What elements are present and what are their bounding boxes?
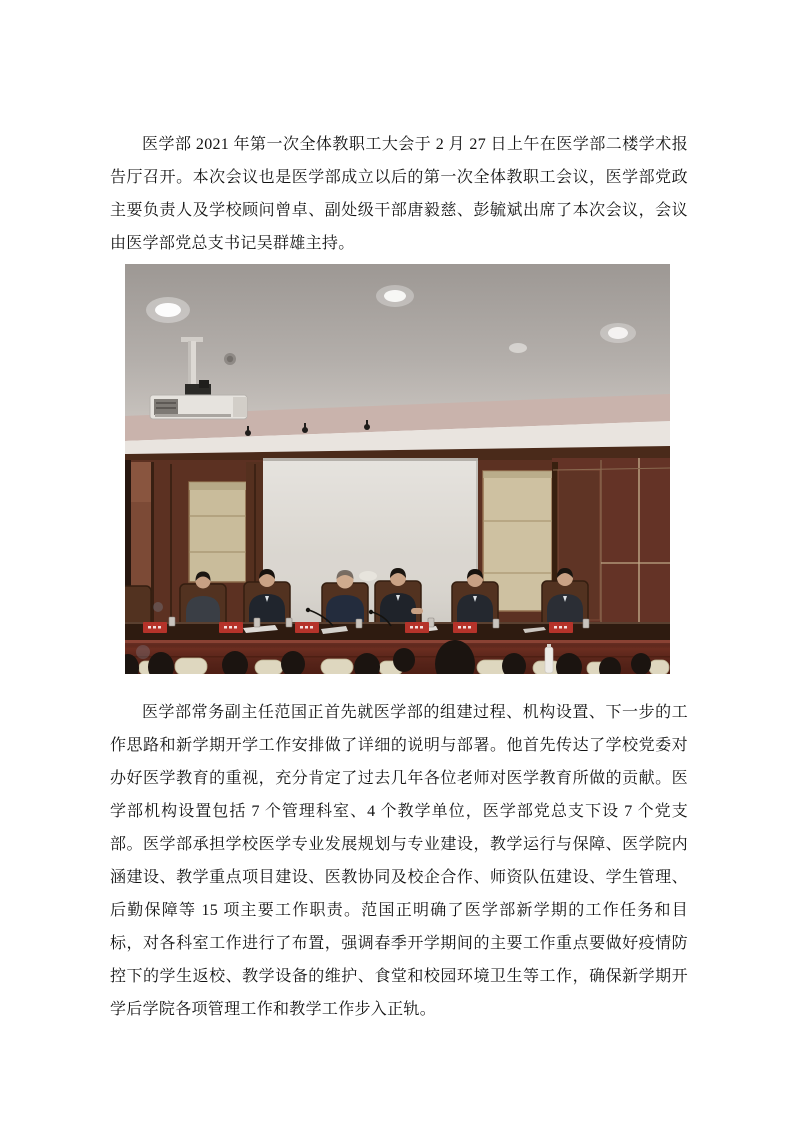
- recessed-light: [600, 323, 636, 343]
- name-card: [143, 622, 167, 633]
- name-card: [295, 622, 319, 633]
- document-content: [110, 128, 688, 1026]
- meeting-photo-canvas: [125, 264, 670, 674]
- recessed-light: [376, 285, 414, 307]
- name-card: [405, 622, 429, 633]
- meeting-photo: [125, 264, 670, 674]
- name-card: [453, 622, 477, 633]
- wall-panel-left: [189, 482, 246, 582]
- recessed-light: [146, 297, 190, 323]
- name-card: [549, 622, 573, 633]
- recessed-light: [509, 343, 527, 353]
- paragraph-body: 医学部常务副主任范国正首先就医学部的组建过程、机构设置、下一步的工作思路和新学期开学工作安排做了详细的说明与部署。他首先传达了学校党委对办好医学教育的重视，充分肯定了过去几年各位老师对医学教育所做的贡献。医学部机构设置包括 7 个管理科室、4 个教学单位，医学部党总支下设 7 个党支部。医学部承担学校医学专业发展规划与专业建设，教学运行与保障、医学院内涵建设、教学重点项目建设、医教协同及校企合作、师资队伍建设、学生管理、后勤保障等 15 项主要工作职责。范国正明确了医学部新学期的工作任务和目标，对各科室工作进行了布置，强调春季开学期间的主要工作重点要做好疫情防控下的学生返校、教学设备的维护、食堂和校园环境卫生等工作，确保新学期开学后学院各项管理工作和教学工作步入正轨。: [110, 704, 688, 1018]
- ceiling-vent: [224, 353, 236, 365]
- name-card: [219, 622, 243, 633]
- paragraph-intro: 医学部 2021 年第一次全体教职工大会于 2 月 27 日上午在医学部二楼学术报告厅召开。本次会议也是医学部成立以后的第一次全体教职工会议，医学部党政主要负责人及学校顾问曾卓、副处级干部唐毅慈、彭毓斌出席了本次会议，会议由医学部党总支书记吴群雄主持。: [110, 136, 688, 252]
- water-bottle: [545, 644, 553, 673]
